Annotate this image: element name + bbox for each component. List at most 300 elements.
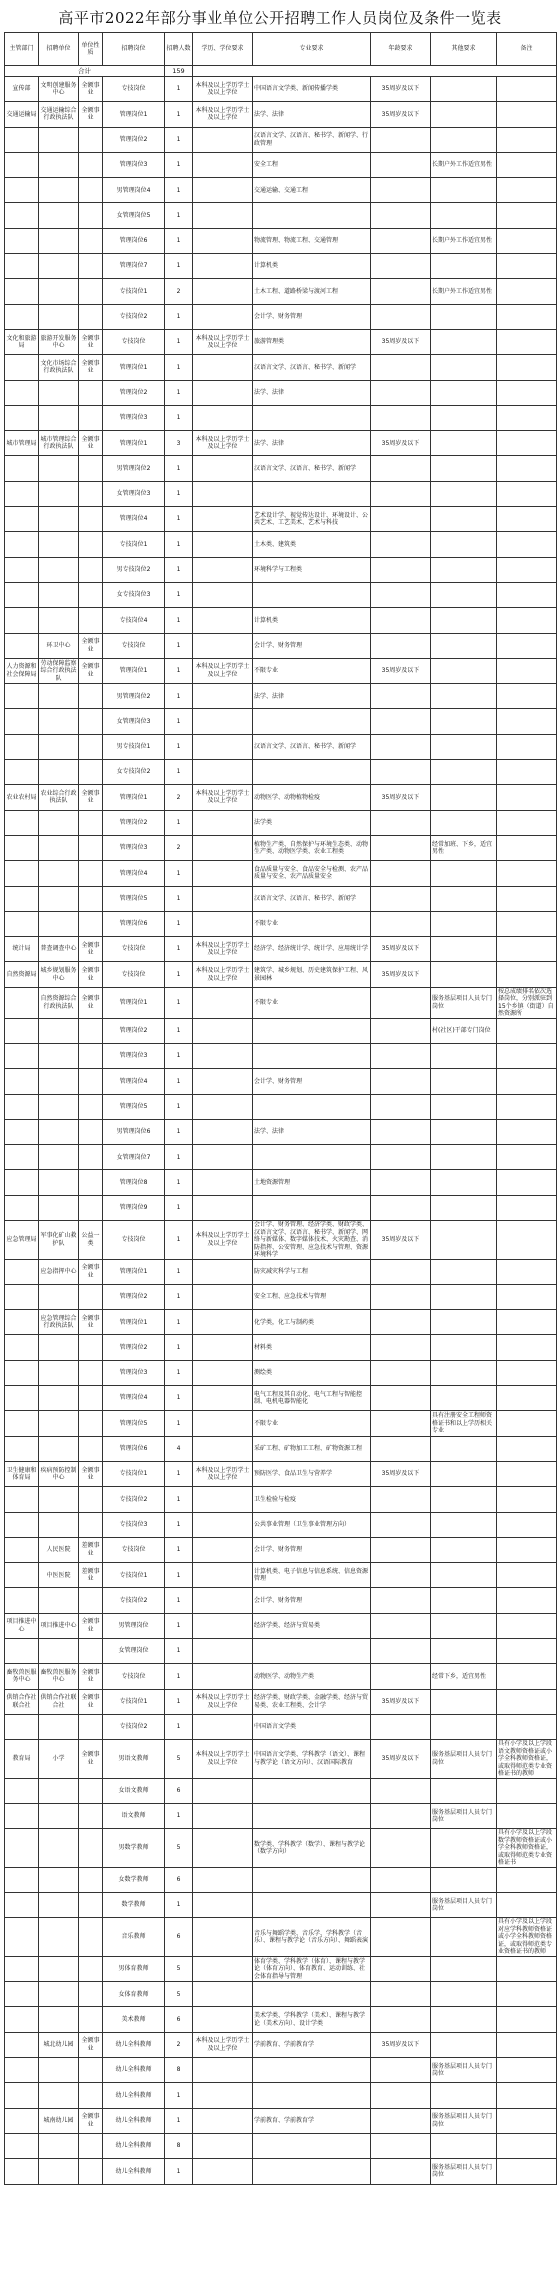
cell-remarks bbox=[497, 1487, 557, 1512]
table-row bbox=[5, 1386, 557, 1411]
cell-major bbox=[253, 1145, 371, 1170]
cell-remarks bbox=[497, 1335, 557, 1360]
cell-unit: 劳动保障监察综合行政执法队 bbox=[40, 659, 77, 682]
cell-education bbox=[193, 1411, 253, 1436]
cell-count: 1 bbox=[165, 152, 193, 177]
cell-unit-type bbox=[79, 1436, 103, 1461]
cell-unit bbox=[39, 1069, 79, 1094]
cell-age bbox=[371, 1259, 431, 1284]
cell-position: 专技岗位 bbox=[103, 962, 165, 987]
table-row bbox=[5, 557, 557, 582]
cell-unit-type: 全额事业 bbox=[79, 1664, 103, 1689]
cell-unit-type bbox=[79, 684, 103, 709]
cell-unit-type bbox=[79, 279, 103, 304]
cell-position: 男管理岗位 bbox=[103, 1613, 165, 1638]
cell-count: 1 bbox=[165, 1043, 193, 1068]
cell-other bbox=[431, 1043, 497, 1068]
table-row bbox=[5, 1829, 557, 1868]
cell-unit bbox=[39, 1778, 79, 1803]
cell-major bbox=[253, 582, 371, 607]
cell-unit-type: 差额事业 bbox=[79, 1537, 103, 1562]
cell-unit bbox=[39, 886, 79, 911]
cell-unit-type bbox=[79, 152, 103, 177]
cell-unit-type bbox=[79, 2133, 103, 2158]
cell-education bbox=[193, 734, 253, 759]
cell-unit-type bbox=[79, 405, 103, 430]
cell-department bbox=[5, 608, 39, 633]
cell-major: 会计学、财务管理、经济学类、财政学类、汉语言文学、汉语言、秘书学、新闻学、网络与新媒体、数字媒体技术、火灾勘查、消防指挥、公安管理、应急技术与管理、资源环境科学 bbox=[253, 1221, 371, 1260]
cell-age: 35周岁及以下 bbox=[371, 1689, 431, 1714]
cell-remarks bbox=[497, 1563, 557, 1588]
cell-major: 音乐与舞蹈学类、音乐学、学科教学（音乐）、课程与教学论（音乐方向）、舞蹈表演 bbox=[253, 1918, 371, 1957]
cell-position: 专技岗位 bbox=[103, 633, 165, 658]
cell-count: 1 bbox=[165, 582, 193, 607]
cell-department bbox=[5, 886, 39, 911]
table-row bbox=[5, 2108, 557, 2133]
cell-position: 幼儿全科教师 bbox=[103, 2159, 165, 2184]
cell-position: 管理岗位6 bbox=[103, 911, 165, 936]
cell-age bbox=[371, 1195, 431, 1220]
cell-education: 本科及以上学历学士及以上学位 bbox=[193, 1689, 253, 1714]
cell-major: 中国语言文学类、学科教学（语文）、课程与教学论（语文方向）、汉语国际教育 bbox=[253, 1740, 371, 1779]
cell-age bbox=[371, 481, 431, 506]
cell-position: 幼儿全科教师 bbox=[103, 2083, 165, 2108]
cell-other bbox=[431, 2032, 497, 2057]
table-row bbox=[5, 127, 557, 152]
cell-unit-type bbox=[79, 1487, 103, 1512]
cell-position: 专技岗位4 bbox=[103, 608, 165, 633]
cell-department bbox=[5, 1360, 39, 1385]
cell-position: 幼儿全科教师 bbox=[103, 2133, 165, 2158]
cell-remarks bbox=[497, 431, 557, 456]
cell-unit-type bbox=[79, 1284, 103, 1309]
cell-unit bbox=[39, 734, 79, 759]
cell-department bbox=[5, 557, 39, 582]
table-row bbox=[5, 734, 557, 759]
table-row bbox=[5, 1145, 557, 1170]
cell-education bbox=[193, 886, 253, 911]
cell-remarks bbox=[497, 684, 557, 709]
table-row bbox=[5, 1982, 557, 2007]
table-row bbox=[5, 633, 557, 658]
cell-education bbox=[193, 2159, 253, 2184]
cell-education bbox=[193, 1145, 253, 1170]
cell-education bbox=[193, 608, 253, 633]
table-row bbox=[5, 254, 557, 279]
cell-age bbox=[371, 279, 431, 304]
cell-age bbox=[371, 1018, 431, 1043]
cell-department bbox=[5, 1170, 39, 1195]
cell-count: 1 bbox=[165, 355, 193, 380]
cell-other bbox=[431, 709, 497, 734]
cell-other bbox=[431, 861, 497, 886]
cell-major: 汉语言文学、汉语言、秘书学、新闻学、行政管理 bbox=[253, 127, 371, 152]
table-row bbox=[5, 1512, 557, 1537]
cell-position: 音乐教师 bbox=[103, 1918, 165, 1957]
cell-major: 法学、法律 bbox=[253, 684, 371, 709]
cell-unit bbox=[39, 835, 79, 860]
cell-major bbox=[253, 1094, 371, 1119]
cell-age bbox=[371, 1918, 431, 1957]
cell-count: 1 bbox=[165, 861, 193, 886]
cell-department bbox=[5, 633, 39, 658]
cell-unit bbox=[39, 1588, 79, 1613]
cell-major: 防灾减灾科学与工程 bbox=[253, 1259, 371, 1284]
cell-major bbox=[253, 1982, 371, 2007]
cell-education bbox=[193, 2058, 253, 2083]
cell-remarks bbox=[497, 507, 557, 532]
cell-age bbox=[371, 304, 431, 329]
cell-education bbox=[193, 1018, 253, 1043]
cell-unit-type bbox=[79, 456, 103, 481]
cell-count: 1 bbox=[165, 102, 193, 127]
cell-major: 不限专业 bbox=[253, 658, 371, 683]
cell-remarks bbox=[497, 1893, 557, 1918]
cell-department bbox=[5, 2133, 39, 2158]
cell-remarks bbox=[497, 557, 557, 582]
cell-position: 管理岗位8 bbox=[103, 1170, 165, 1195]
cell-unit bbox=[39, 127, 79, 152]
cell-position: 管理岗位4 bbox=[103, 1069, 165, 1094]
cell-other bbox=[431, 1170, 497, 1195]
cell-unit bbox=[39, 760, 79, 785]
cell-age bbox=[371, 633, 431, 658]
cell-age bbox=[371, 2159, 431, 2184]
table-row bbox=[5, 405, 557, 430]
cell-department bbox=[5, 1335, 39, 1360]
cell-major bbox=[253, 760, 371, 785]
cell-department bbox=[5, 1386, 39, 1411]
cell-major bbox=[253, 2083, 371, 2108]
cell-education bbox=[193, 760, 253, 785]
cell-other bbox=[431, 658, 497, 683]
cell-unit-type bbox=[79, 1094, 103, 1119]
cell-major: 经济学、经济统计学、统计学、应用统计学 bbox=[253, 937, 371, 962]
cell-major: 数学类、学科教学（数学）、课程与教学论（数学方向） bbox=[253, 1829, 371, 1868]
cell-unit bbox=[39, 380, 79, 405]
cell-department bbox=[5, 1094, 39, 1119]
cell-unit-type bbox=[79, 1867, 103, 1892]
cell-position: 管理岗位2 bbox=[103, 127, 165, 152]
cell-major: 体育学类、学科教学（体育）、课程与教学论（体育方向）、体育教育、运动训练、社会体育指导与管理 bbox=[253, 1956, 371, 1981]
cell-unit-type bbox=[79, 886, 103, 911]
cell-count: 1 bbox=[165, 937, 193, 962]
cell-unit-type: 全额事业 bbox=[79, 1259, 103, 1284]
cell-unit-type: 全额事业 bbox=[79, 77, 103, 102]
cell-count: 6 bbox=[165, 1778, 193, 1803]
cell-education bbox=[193, 1043, 253, 1068]
table-row bbox=[5, 810, 557, 835]
cell-other bbox=[431, 203, 497, 228]
cell-education bbox=[193, 1386, 253, 1411]
cell-other bbox=[431, 2083, 497, 2108]
cell-remarks bbox=[497, 2133, 557, 2158]
cell-unit: 项目推进中心 bbox=[39, 1613, 79, 1638]
table-row bbox=[5, 1537, 557, 1562]
cell-position: 专技岗位 bbox=[103, 1221, 165, 1260]
cell-education bbox=[193, 1436, 253, 1461]
cell-unit-type bbox=[79, 1804, 103, 1829]
cell-other bbox=[431, 456, 497, 481]
cell-other bbox=[431, 1639, 497, 1664]
cell-unit-type: 差额事业 bbox=[79, 1563, 103, 1588]
table-row bbox=[5, 481, 557, 506]
cell-other bbox=[431, 2133, 497, 2158]
cell-education bbox=[193, 456, 253, 481]
cell-other bbox=[431, 886, 497, 911]
cell-remarks bbox=[497, 1018, 557, 1043]
page-title: 高平市2022年部分事业单位公开招聘工作人员岗位及条件一览表 bbox=[58, 9, 502, 27]
cell-other bbox=[431, 127, 497, 152]
cell-age bbox=[371, 1043, 431, 1068]
cell-age bbox=[371, 760, 431, 785]
cell-count: 1 bbox=[165, 507, 193, 532]
cell-other bbox=[431, 102, 497, 127]
cell-age bbox=[371, 987, 431, 1018]
cell-age bbox=[371, 734, 431, 759]
cell-education bbox=[193, 1613, 253, 1638]
cell-other bbox=[431, 1563, 497, 1588]
cell-department bbox=[5, 684, 39, 709]
cell-other bbox=[431, 1829, 497, 1868]
cell-major: 学前教育、学前教育学 bbox=[253, 2032, 371, 2057]
cell-unit-type bbox=[79, 2058, 103, 2083]
cell-position: 管理岗位2 bbox=[103, 810, 165, 835]
cell-unit-type bbox=[79, 2083, 103, 2108]
table-row bbox=[5, 1867, 557, 1892]
cell-remarks bbox=[497, 2159, 557, 2184]
cell-count: 2 bbox=[165, 835, 193, 860]
cell-age bbox=[371, 1386, 431, 1411]
cell-other: 服务基层项目人员专门岗位 bbox=[431, 987, 497, 1018]
positions-table bbox=[4, 32, 557, 2185]
cell-count: 1 bbox=[165, 1094, 193, 1119]
cell-major: 会计学、财务管理 bbox=[253, 633, 371, 658]
cell-age: 35周岁及以下 bbox=[371, 2032, 431, 2057]
cell-position: 管理岗位4 bbox=[103, 507, 165, 532]
cell-remarks bbox=[497, 1804, 557, 1829]
table-row bbox=[5, 1360, 557, 1385]
cell-unit bbox=[39, 1893, 79, 1918]
table-row bbox=[5, 987, 557, 1018]
cell-other bbox=[431, 1461, 497, 1486]
cell-remarks bbox=[497, 1461, 557, 1486]
cell-unit-type bbox=[79, 1360, 103, 1385]
cell-education: 本科及以上学历学士及以上学位 bbox=[193, 2032, 253, 2057]
cell-other bbox=[431, 1613, 497, 1638]
cell-major: 材料类 bbox=[253, 1335, 371, 1360]
cell-unit: 自然资源综合行政执法队 bbox=[39, 987, 79, 1018]
cell-position: 女管理岗位5 bbox=[103, 203, 165, 228]
cell-education bbox=[193, 684, 253, 709]
cell-count: 1 bbox=[165, 608, 193, 633]
cell-major bbox=[253, 2159, 371, 2184]
cell-unit bbox=[39, 810, 79, 835]
cell-count: 1 bbox=[165, 911, 193, 936]
cell-count: 2 bbox=[165, 2032, 193, 2057]
cell-department bbox=[5, 582, 39, 607]
cell-remarks bbox=[497, 203, 557, 228]
cell-count: 1 bbox=[165, 532, 193, 557]
cell-unit bbox=[39, 507, 79, 532]
cell-count: 1 bbox=[165, 2159, 193, 2184]
cell-remarks bbox=[497, 1588, 557, 1613]
cell-age bbox=[371, 709, 431, 734]
cell-department: 统计局 bbox=[5, 937, 39, 962]
cell-age bbox=[371, 861, 431, 886]
cell-remarks bbox=[497, 1982, 557, 2007]
cell-remarks bbox=[497, 658, 557, 683]
cell-unit bbox=[39, 1094, 79, 1119]
cell-count: 5 bbox=[165, 1829, 193, 1868]
cell-count: 1 bbox=[165, 178, 193, 203]
header-position: 招聘岗位 bbox=[103, 33, 165, 66]
cell-age bbox=[371, 1563, 431, 1588]
cell-education bbox=[193, 178, 253, 203]
cell-major: 汉语言文学、汉语言、秘书学、新闻学 bbox=[253, 734, 371, 759]
cell-unit-type bbox=[79, 1018, 103, 1043]
cell-unit-type: 全额事业 bbox=[79, 1689, 103, 1714]
cell-unit bbox=[39, 2133, 79, 2158]
cell-position: 女专技岗位3 bbox=[103, 582, 165, 607]
cell-unit: 人民医院 bbox=[39, 1537, 79, 1562]
cell-major bbox=[253, 203, 371, 228]
cell-education bbox=[193, 835, 253, 860]
cell-age bbox=[371, 1069, 431, 1094]
cell-remarks bbox=[497, 127, 557, 152]
cell-major: 汉语言文学、汉语言、秘书学、新闻学 bbox=[253, 456, 371, 481]
cell-remarks bbox=[497, 886, 557, 911]
cell-count: 1 bbox=[165, 1195, 193, 1220]
cell-remarks bbox=[497, 582, 557, 607]
cell-age bbox=[371, 608, 431, 633]
cell-age: 35周岁及以下 bbox=[371, 962, 431, 987]
cell-unit-type bbox=[79, 127, 103, 152]
cell-other bbox=[431, 304, 497, 329]
cell-other bbox=[431, 937, 497, 962]
table-row bbox=[5, 1740, 557, 1779]
cell-remarks bbox=[497, 2083, 557, 2108]
cell-unit-type bbox=[79, 304, 103, 329]
cell-unit bbox=[39, 1714, 79, 1739]
table-row bbox=[5, 456, 557, 481]
table-row bbox=[5, 1613, 557, 1638]
cell-major: 法学、法律 bbox=[253, 431, 371, 456]
cell-remarks bbox=[497, 456, 557, 481]
cell-department: 卫生健康和体育局 bbox=[5, 1461, 39, 1486]
table-row bbox=[5, 1284, 557, 1309]
cell-major: 物流管理、物流工程、交通管理 bbox=[253, 228, 371, 253]
cell-position: 男管理岗位4 bbox=[103, 178, 165, 203]
cell-count: 1 bbox=[165, 1689, 193, 1714]
table-row bbox=[5, 937, 557, 962]
cell-other: 服务基层项目人员专门岗位 bbox=[431, 2108, 497, 2133]
cell-other bbox=[431, 1512, 497, 1537]
cell-position: 管理岗位3 bbox=[103, 1043, 165, 1068]
table-row bbox=[5, 1893, 557, 1918]
cell-remarks bbox=[497, 1537, 557, 1562]
cell-unit-type bbox=[79, 380, 103, 405]
cell-unit bbox=[39, 1829, 79, 1868]
cell-count: 1 bbox=[165, 810, 193, 835]
cell-unit bbox=[39, 2007, 79, 2032]
cell-unit bbox=[39, 684, 79, 709]
cell-age: 35周岁及以下 bbox=[371, 937, 431, 962]
cell-unit-type bbox=[79, 178, 103, 203]
table-row bbox=[5, 1259, 557, 1284]
cell-unit-type bbox=[79, 1918, 103, 1957]
cell-department: 项目推进中心 bbox=[5, 1613, 39, 1638]
cell-age bbox=[371, 1436, 431, 1461]
cell-department bbox=[5, 835, 39, 860]
cell-remarks: 具有小学及以上学段对应学科教师资格证或小学全科教师资格证，或取得师范类专业资格证书的教师 bbox=[497, 1918, 557, 1957]
table-row bbox=[5, 886, 557, 911]
cell-position: 管理岗位1 bbox=[103, 987, 165, 1018]
cell-major: 计算机类、电子信息与信息系统、信息资源管理 bbox=[253, 1563, 371, 1588]
cell-education bbox=[193, 810, 253, 835]
cell-education bbox=[193, 507, 253, 532]
cell-department bbox=[5, 1310, 39, 1335]
cell-department bbox=[5, 1867, 39, 1892]
cell-position: 幼儿全科教师 bbox=[103, 2058, 165, 2083]
cell-unit: 军事化矿山救护队 bbox=[39, 1221, 79, 1260]
cell-remarks bbox=[497, 2058, 557, 2083]
cell-remarks bbox=[497, 810, 557, 835]
cell-count: 1 bbox=[165, 1537, 193, 1562]
cell-count: 1 bbox=[165, 2083, 193, 2108]
cell-other bbox=[431, 1335, 497, 1360]
cell-remarks bbox=[497, 152, 557, 177]
cell-remarks bbox=[497, 329, 557, 354]
header-row bbox=[5, 33, 557, 66]
cell-unit bbox=[39, 1411, 79, 1436]
cell-department bbox=[5, 810, 39, 835]
cell-other bbox=[431, 380, 497, 405]
cell-education: 本科及以上学历学士及以上学位 bbox=[193, 962, 253, 987]
cell-remarks bbox=[497, 1411, 557, 1436]
cell-education bbox=[193, 1487, 253, 1512]
cell-position: 专技岗位 bbox=[103, 937, 165, 962]
cell-education bbox=[193, 1867, 253, 1892]
cell-unit: 城南幼儿园 bbox=[39, 2108, 79, 2133]
cell-unit bbox=[39, 2159, 79, 2184]
cell-position: 女管理岗位 bbox=[103, 1639, 165, 1664]
cell-age bbox=[371, 380, 431, 405]
cell-unit bbox=[39, 1284, 79, 1309]
cell-unit bbox=[39, 1487, 79, 1512]
cell-remarks bbox=[497, 1310, 557, 1335]
table-row bbox=[5, 1778, 557, 1803]
cell-unit bbox=[39, 1335, 79, 1360]
cell-position: 管理岗位1 bbox=[103, 658, 165, 683]
cell-other bbox=[431, 962, 497, 987]
cell-count: 1 bbox=[165, 1563, 193, 1588]
cell-unit bbox=[39, 557, 79, 582]
cell-age bbox=[371, 582, 431, 607]
cell-unit-type bbox=[79, 203, 103, 228]
cell-major: 会计学、财务管理 bbox=[253, 1588, 371, 1613]
cell-education: 本科及以上学历学士及以上学位 bbox=[193, 1221, 253, 1260]
cell-position: 男管理岗位2 bbox=[103, 456, 165, 481]
cell-unit-type bbox=[79, 709, 103, 734]
cell-department: 农业农村局 bbox=[5, 785, 39, 810]
cell-age bbox=[371, 2108, 431, 2133]
cell-age bbox=[371, 1613, 431, 1638]
cell-education bbox=[193, 481, 253, 506]
cell-education bbox=[193, 228, 253, 253]
cell-age: 35周岁及以下 bbox=[371, 329, 431, 354]
cell-unit: 旅游开发服务中心 bbox=[39, 329, 79, 354]
